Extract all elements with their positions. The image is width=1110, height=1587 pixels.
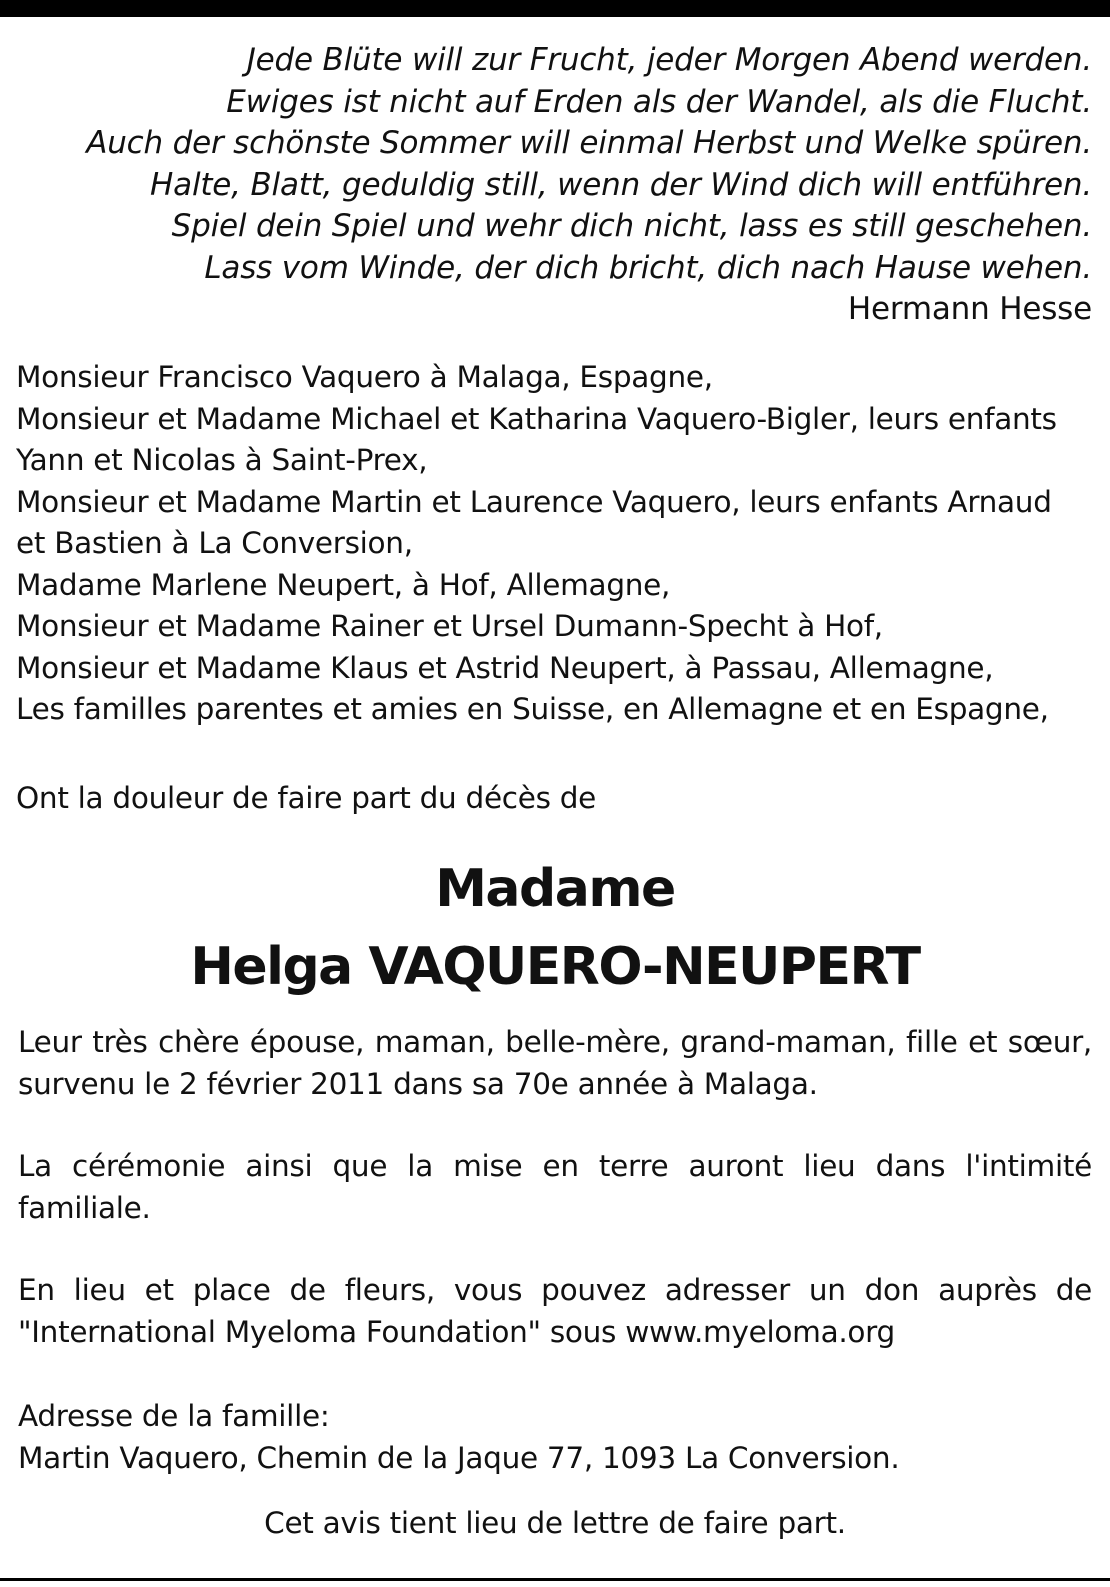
family-address bbox=[18, 1396, 899, 1479]
family-line: Monsieur Francisco Vaquero à Malaga, Espagne, bbox=[16, 360, 713, 394]
poem-line: Lass vom Winde, der dich bricht, dich nach Hause wehen. bbox=[204, 249, 1092, 286]
poem-block bbox=[20, 40, 1092, 331]
family-line: Madame Marlene Neupert, à Hof, Allemagne, bbox=[16, 567, 671, 602]
family-line: Monsieur et Madame Klaus et Astrid Neupert, à Passau, Allemagne, bbox=[16, 650, 994, 685]
family-line: et Bastien à La Conversion, bbox=[16, 526, 413, 560]
poem-line: Halte, Blatt, geduldig still, wenn der Wind dich will entführen. bbox=[150, 166, 1092, 203]
deceased-name: Helga VAQUERO-NEUPERT bbox=[190, 937, 920, 997]
family-line: Monsieur et Madame Michael et Katharina Vaquero-Bigler, leurs enfants bbox=[16, 401, 1057, 436]
relation-paragraph: Leur très chère épouse, maman, belle-mère, grand-maman, fille et sœur, survenu le 2 février 2011 dans sa 70e année à Malaga. bbox=[18, 1025, 1092, 1101]
poem-line: Spiel dein Spiel und wehr dich nicht, lass es still geschehen. bbox=[171, 208, 1092, 244]
family-line: Yann et Nicolas à Saint-Prex, bbox=[16, 443, 428, 477]
deceased-title: Madame bbox=[435, 859, 675, 919]
poem-author: Hermann Hesse bbox=[847, 291, 1092, 327]
top-border-rule bbox=[0, 0, 1110, 17]
family-line: Les familles parentes et amies en Suisse, en Allemagne et en Espagne, bbox=[16, 692, 1049, 726]
family-line: Monsieur et Madame Martin et Laurence Vaquero, leurs enfants Arnaud bbox=[16, 484, 1052, 519]
announcement-intro: Ont la douleur de faire part du décès de bbox=[16, 781, 596, 815]
address-label: Adresse de la famille: bbox=[18, 1399, 330, 1433]
deceased-name-block bbox=[0, 850, 1110, 1006]
family-line: Monsieur et Madame Rainer et Ursel Dumann-Specht à Hof, bbox=[16, 609, 883, 643]
poem-line: Jede Blüte will zur Frucht, jeder Morgen Abend werden. bbox=[246, 42, 1092, 78]
ceremony-paragraph: La cérémonie ainsi que la mise en terre auront lieu dans l'intimité familiale. bbox=[18, 1149, 1092, 1225]
bottom-border-rule bbox=[0, 1578, 1110, 1581]
family-list bbox=[16, 357, 1096, 731]
address-value: Martin Vaquero, Chemin de la Jaque 77, 1093 La Conversion. bbox=[18, 1440, 900, 1475]
poem-line: Auch der schönste Sommer will einmal Herbst und Welke spüren. bbox=[86, 125, 1092, 161]
donation-paragraph: En lieu et place de fleurs, vous pouvez adresser un don auprès de "International Myeloma Foundation" sous www.myeloma.org bbox=[18, 1273, 1092, 1349]
poem-line: Ewiges ist nicht auf Erden als der Wandel, als die Flucht. bbox=[226, 83, 1092, 120]
closing-note: Cet avis tient lieu de lettre de faire part. bbox=[264, 1506, 846, 1540]
